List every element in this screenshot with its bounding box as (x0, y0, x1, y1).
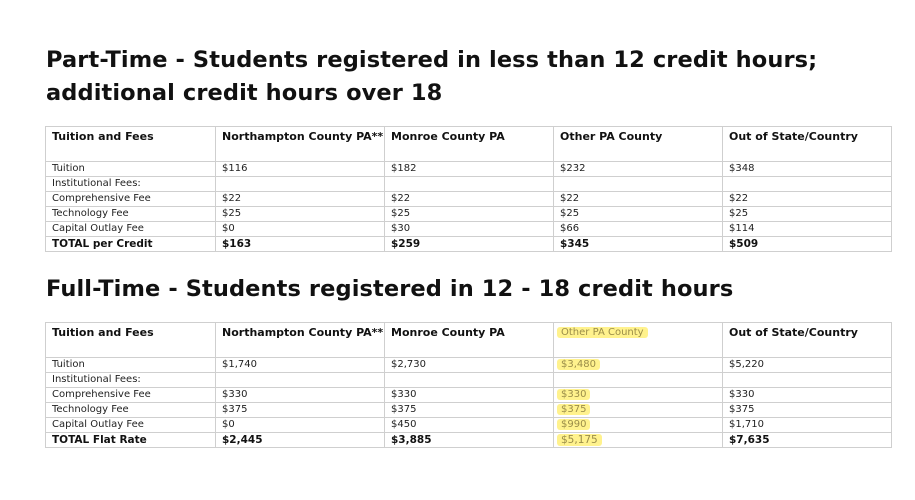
table-cell: $0 (216, 418, 385, 433)
table-cell (385, 373, 554, 388)
table-cell: $25 (385, 207, 554, 222)
table-row (46, 162, 892, 177)
table-cell: $232 (554, 162, 723, 177)
row-label: Technology Fee (46, 207, 216, 222)
table-cell: $30 (385, 222, 554, 237)
table-header-row (46, 323, 892, 358)
table-cell: $25 (554, 207, 723, 222)
table-cell (554, 418, 723, 433)
column-header: Monroe County PA (385, 323, 554, 358)
row-label: Comprehensive Fee (46, 192, 216, 207)
highlighted-text: $375 (557, 404, 590, 415)
table-row (46, 177, 892, 192)
table-cell: $2,730 (385, 358, 554, 373)
row-label: Capital Outlay Fee (46, 418, 216, 433)
row-label: Capital Outlay Fee (46, 222, 216, 237)
table-cell: $163 (216, 237, 385, 252)
full-time-heading: Full-Time - Students registered in 12 - 18 credit hours (46, 276, 734, 302)
row-label: Technology Fee (46, 403, 216, 418)
row-label: Tuition (46, 162, 216, 177)
table-cell: $330 (385, 388, 554, 403)
part-time-fee-table (45, 126, 892, 252)
highlighted-text: $990 (557, 419, 590, 430)
table-row (46, 358, 892, 373)
table-cell (554, 433, 723, 448)
row-label: TOTAL Flat Rate (46, 433, 216, 448)
column-header: Out of State/Country (723, 127, 892, 162)
table-row (46, 403, 892, 418)
total-row (46, 237, 892, 252)
table-row (46, 388, 892, 403)
table-cell: $509 (723, 237, 892, 252)
column-header (554, 323, 723, 358)
table-cell: $66 (554, 222, 723, 237)
row-label: Tuition (46, 358, 216, 373)
table-cell: $3,885 (385, 433, 554, 448)
table-row (46, 207, 892, 222)
row-label: Institutional Fees: (46, 177, 216, 192)
table-cell: $116 (216, 162, 385, 177)
highlighted-text: $330 (557, 389, 590, 400)
column-header: Northampton County PA** (216, 127, 385, 162)
row-label: Comprehensive Fee (46, 388, 216, 403)
column-header: Tuition and Fees (46, 323, 216, 358)
table-cell: $330 (723, 388, 892, 403)
table-row (46, 418, 892, 433)
table-cell: $114 (723, 222, 892, 237)
table-cell (554, 373, 723, 388)
table-cell: $450 (385, 418, 554, 433)
table-cell: $259 (385, 237, 554, 252)
column-header: Monroe County PA (385, 127, 554, 162)
column-header: Tuition and Fees (46, 127, 216, 162)
table-cell: $5,220 (723, 358, 892, 373)
row-label: TOTAL per Credit (46, 237, 216, 252)
table-cell: $0 (216, 222, 385, 237)
table-row (46, 222, 892, 237)
table-cell: $25 (216, 207, 385, 222)
table-cell: $182 (385, 162, 554, 177)
table-cell (216, 177, 385, 192)
table-cell: $2,445 (216, 433, 385, 448)
table-cell: $375 (723, 403, 892, 418)
table-cell: $345 (554, 237, 723, 252)
table-cell: $22 (554, 192, 723, 207)
table-cell: $22 (385, 192, 554, 207)
table-cell: $1,710 (723, 418, 892, 433)
table-cell: $330 (216, 388, 385, 403)
table-cell (554, 177, 723, 192)
column-header: Other PA County (554, 127, 723, 162)
row-label: Institutional Fees: (46, 373, 216, 388)
table-row (46, 373, 892, 388)
table-cell: $22 (216, 192, 385, 207)
table-cell (385, 177, 554, 192)
table-cell (216, 373, 385, 388)
total-row (46, 433, 892, 448)
column-header: Out of State/Country (723, 323, 892, 358)
table-cell (723, 177, 892, 192)
table-cell: $375 (216, 403, 385, 418)
highlighted-text: $5,175 (557, 434, 602, 446)
table-cell (554, 403, 723, 418)
highlighted-text: Other PA County (557, 327, 648, 338)
table-cell: $22 (723, 192, 892, 207)
table-cell: $375 (385, 403, 554, 418)
table-header-row (46, 127, 892, 162)
table-cell: $348 (723, 162, 892, 177)
part-time-heading: Part-Time - Students registered in less than 12 credit hours; additional credit hours over 18 (46, 47, 818, 106)
full-time-fee-table (45, 322, 892, 448)
table-cell (554, 388, 723, 403)
highlighted-text: $3,480 (557, 359, 600, 370)
table-cell (554, 358, 723, 373)
column-header: Northampton County PA** (216, 323, 385, 358)
table-cell: $25 (723, 207, 892, 222)
table-cell (723, 373, 892, 388)
table-cell: $7,635 (723, 433, 892, 448)
table-cell: $1,740 (216, 358, 385, 373)
table-row (46, 192, 892, 207)
